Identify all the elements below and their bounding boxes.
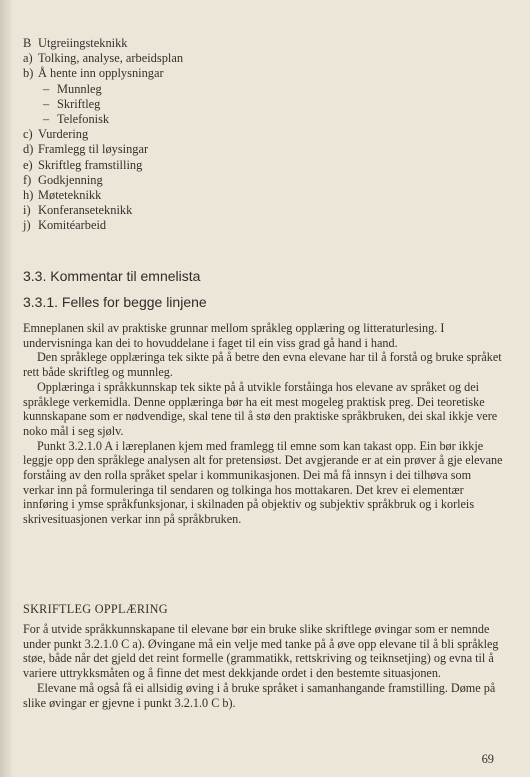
section-body <box>23 622 503 710</box>
page-gutter-shadow <box>0 0 12 777</box>
paragraph: Emneplanen skil av praktiske grunnar mellom språkleg opplæring og litteraturlesing. I undervisninga kan dei to hovuddelane i faget til ein viss grad gå hand i hand. <box>23 321 445 350</box>
paragraph: Elevane må også få ei allsidig øving i å bruke språket i samanhangande framstilling. Døme på slike øvingar er gjevne i punkt 3.2.1.0 C b). <box>23 680 496 710</box>
list-item: h) Møteteknikk <box>23 188 102 203</box>
list-subitem: – Munnleg <box>43 81 102 96</box>
list-subitem: – Telefonisk <box>43 112 110 127</box>
paragraph: Opplæringa i språkkunnskap tek sikte på å utvikle forståinga hos elevane av språket og dei språklege verkemidla. Denne opplæringa bør ha eit mest mogeleg praktisk preg. Dei teoretiske kunnskapane som er nødvendige, skal tene til å stø den praktiske språkbruken, dei skal ikkje vere noko mål i seg sjølv. <box>23 379 498 438</box>
subheading-caps: SKRIFTLEG OPPLÆRING <box>23 602 168 616</box>
list-subitem: – Skriftleg <box>43 96 101 111</box>
subsection-heading: 3.3.1. Felles for begge linjene <box>23 294 207 310</box>
list-item: b) Å hente inn opplysningar <box>23 66 164 81</box>
list-item: f) Godkjenning <box>23 172 103 187</box>
section-body <box>23 321 503 527</box>
list-item: a) Tolking, analyse, arbeidsplan <box>23 51 184 66</box>
list-item: d) Framlegg til løysingar <box>23 142 149 157</box>
list-item: i) Konferanseteknikk <box>23 203 133 218</box>
list-item: e) Skriftleg framstilling <box>23 157 143 172</box>
section-heading: 3.3. Kommentar til emnelista <box>23 268 201 284</box>
page-number: 69 <box>481 752 494 766</box>
list-item: j) Komitéarbeid <box>23 218 107 233</box>
page-content <box>23 36 503 710</box>
list-item: B Utgreiingsteknikk <box>23 36 128 50</box>
list-item: c) Vurdering <box>23 127 89 142</box>
topic-list <box>23 36 503 234</box>
paragraph: Punkt 3.2.1.0 A i læreplanen kjem med framlegg til emne som kan takast opp. Ein bør ikkje leggje opp den språklege analysen alt for pretensiøst. Det avgjerande er at ein prøver å gje elevane forståing av den rolla språket spelar i kommunikasjonen. Dei må få innsyn i dei tilhøva som verkar inn på formuleringa til sendaren og tolkinga hos mottakaren. Det krev ei elementær innføring i ymse språkfunksjonar, i skilnaden på objektiv og subjektiv språkbruk og i korleis skrivesituasjonen verkar inn på språkbruken. <box>23 438 503 527</box>
paragraph: Den språklege opplæringa tek sikte på å betre den evna elevane har til å forstå og bruke språket rett både skriftleg og munnleg. <box>23 350 502 380</box>
paragraph: For å utvide språkkunnskapane til elevane bør ein bruke slike skriftlege øvingar som er nemnde under punkt 3.2.1.0 C a). Øvingane må ein velje med tanke på å øve opp elevane til å bli språkleg støe, både når det gjeld det reint formelle (grammatikk, rettskriving og teiknsetjing) og evna til å variere uttrykksmåten og å finne det mest dekkjande ordet i den bestemte situasjonen. <box>23 622 499 681</box>
